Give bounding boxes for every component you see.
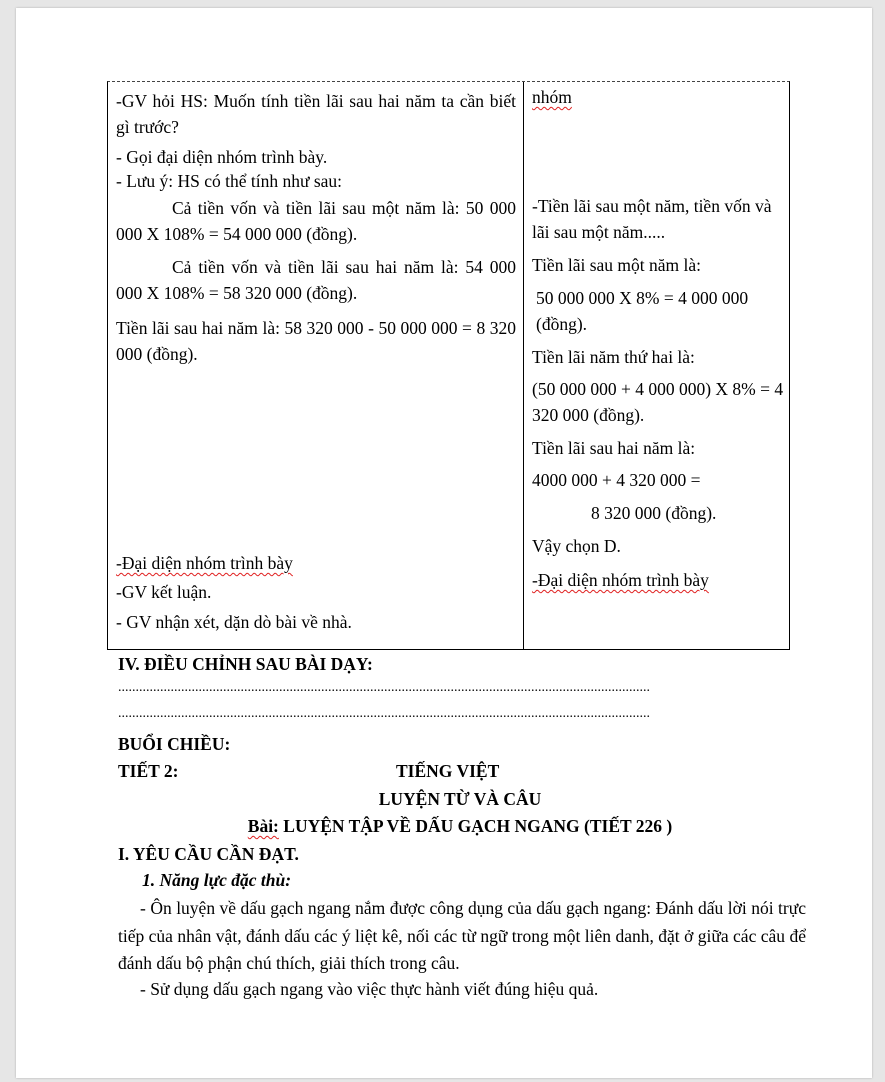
left-cell-conclude: -GV kết luận. <box>116 582 212 602</box>
right-cell-total-result: 8 320 000 (đồng). <box>591 503 717 523</box>
right-cell-answer: -Tiền lãi sau một năm, tiền vốn và lãi sau một năm..... <box>532 196 772 242</box>
session-label: BUỔI CHIỀU: <box>118 734 231 754</box>
left-cell-step2: Cả tiền vốn và tiền lãi sau hai năm là: 54 000 000 X 108% = 58 320 000 (đồng). <box>116 257 516 303</box>
lesson-title-line <box>118 814 802 838</box>
subject-title: TIẾNG VIỆT <box>396 761 500 781</box>
dotted-line-2: ........................................................................................................................................................ <box>118 706 650 721</box>
sub1-heading: 1. Năng lực đặc thù: <box>142 870 292 890</box>
right-cell-interest-calc: 50 000 000 X 8% = 4 000 000 (đồng). <box>536 288 749 334</box>
left-cell-note: - Lưu ý: HS có thể tính như sau: <box>116 171 343 191</box>
section4-heading: IV. ĐIỀU CHỈNH SAU BÀI DẠY: <box>118 654 373 674</box>
right-cell-interest-title: Tiền lãi sau một năm là: <box>532 255 701 275</box>
right-cell-total-title: Tiền lãi sau hai năm là: <box>532 438 696 458</box>
right-cell-year2-title: Tiền lãi năm thứ hai là: <box>532 347 695 367</box>
right-cell-total-calc: 4000 000 + 4 320 000 = <box>532 470 701 490</box>
left-cell-step3: Tiền lãi sau hai năm là: 58 320 000 - 50 000 000 = 8 320 000 (đồng). <box>116 318 516 364</box>
dotted-line-1: ........................................................................................................................................................ <box>118 680 650 695</box>
lesson-prefix: Bài: <box>247 816 279 836</box>
document-page <box>16 8 872 1078</box>
right-cell-group: nhóm <box>532 87 572 107</box>
paragraph-1: - Ôn luyện về dấu gạch ngang nắm được công dụng của dấu gạch ngang: Đánh dấu lời nói trực tiếp của nhân vật, đánh dấu các ý liệt kê, nối các từ ngữ trong một liên danh, đặt ở giữa các câu để đánh dấu bộ phận chú thích, giải thích trong câu. <box>118 898 806 973</box>
right-cell-year2-calc: (50 000 000 + 4 000 000) X 8% = 4 320 000 (đồng). <box>532 379 784 425</box>
right-cell-choose: Vậy chọn D. <box>532 536 621 556</box>
left-cell-present: -Đại diện nhóm trình bày <box>116 553 293 573</box>
left-cell-homework: - GV nhận xét, dặn dò bài về nhà. <box>116 612 352 632</box>
paragraph-2: - Sử dụng dấu gạch ngang vào việc thực hành viết đúng hiệu quả. <box>140 979 599 999</box>
section1-heading: I. YÊU CẦU CẦN ĐẠT. <box>118 844 299 864</box>
column-divider <box>523 82 524 649</box>
lesson-title: LUYỆN TẬP VỀ DẤU GẠCH NGANG (TIẾT 226 ) <box>283 816 673 836</box>
subtitle: LUYỆN TỪ VÀ CÂU <box>378 789 542 809</box>
left-cell-question: -GV hỏi HS: Muốn tính tiền lãi sau hai năm ta cần biết gì trước? <box>116 91 516 137</box>
left-cell-step1: Cả tiền vốn và tiền lãi sau một năm là: 50 000 000 X 108% = 54 000 000 (đồng). <box>116 198 516 244</box>
right-cell-present: -Đại diện nhóm trình bày <box>532 570 709 590</box>
lesson-table <box>107 81 790 650</box>
left-cell-call-group: - Gọi đại diện nhóm trình bày. <box>116 147 328 167</box>
period-label: TIẾT 2: <box>118 761 179 781</box>
